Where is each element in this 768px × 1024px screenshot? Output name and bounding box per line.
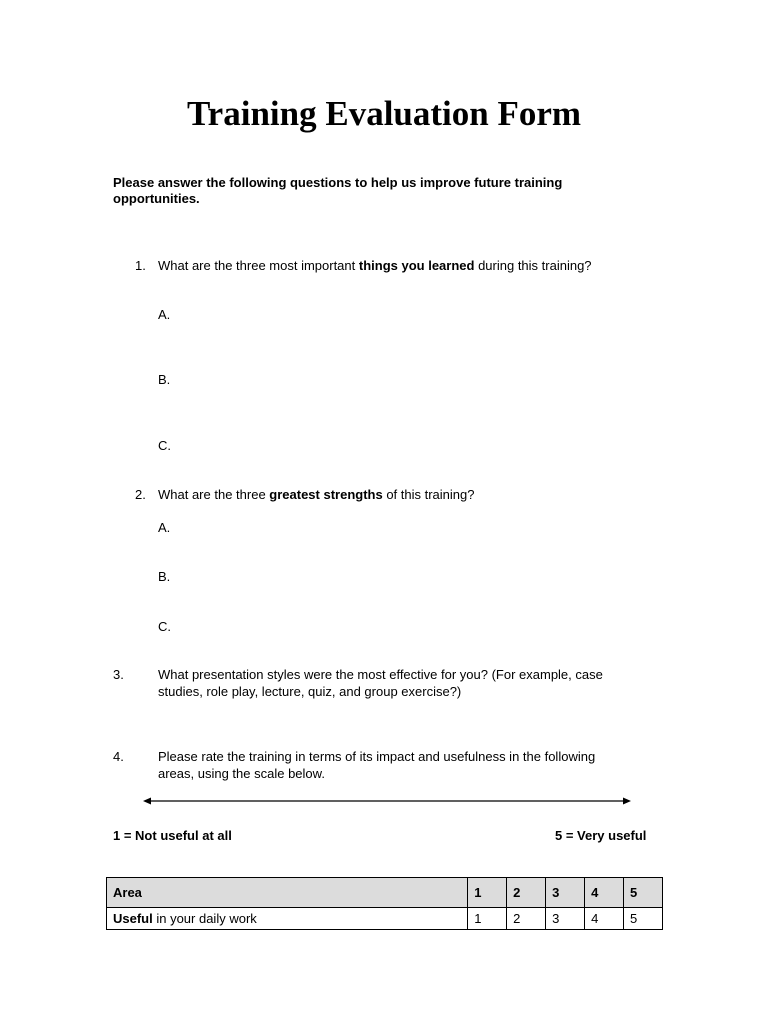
question-4-text <box>158 748 678 782</box>
question-1-option-b: B. <box>158 372 171 387</box>
rating-option-2[interactable]: 2 <box>507 908 546 930</box>
rating-option-4[interactable]: 4 <box>585 908 624 930</box>
header-4: 4 <box>585 878 624 908</box>
row-area-label: Useful in your daily work <box>107 908 468 930</box>
question-4-number: 4. <box>113 749 124 764</box>
rating-option-3[interactable]: 3 <box>546 908 585 930</box>
scale-max-label: 5 = Very useful <box>555 828 647 843</box>
scale-arrow <box>143 793 631 809</box>
page-title: Training Evaluation Form <box>186 94 582 133</box>
table-header-row <box>107 878 663 908</box>
question-2-number: 2. <box>135 487 146 502</box>
question-3-text <box>158 666 678 700</box>
header-3: 3 <box>546 878 585 908</box>
question-2-option-a: A. <box>158 520 171 535</box>
header-1: 1 <box>468 878 507 908</box>
question-1-text: What are the three most important things you learned during this training? <box>158 258 592 273</box>
question-2-option-c: C. <box>158 619 171 634</box>
header-5: 5 <box>624 878 663 908</box>
question-4-line-2: areas, using the scale below. <box>158 766 325 781</box>
rating-table <box>106 877 663 930</box>
table-row <box>107 908 663 930</box>
question-2-option-b: B. <box>158 569 171 584</box>
question-3-line-1: What presentation styles were the most effective for you? (For example, case <box>158 667 603 682</box>
scale-min-label: 1 = Not useful at all <box>113 828 232 843</box>
rating-option-1[interactable]: 1 <box>468 908 507 930</box>
question-1-option-a: A. <box>158 307 171 322</box>
intro-text: Please answer the following questions to help us improve future training opportunities. <box>113 175 563 206</box>
question-1-number: 1. <box>135 258 146 273</box>
question-1-option-c: C. <box>158 438 171 453</box>
question-3-number: 3. <box>113 667 124 682</box>
question-2-text: What are the three greatest strengths of this training? <box>158 487 475 502</box>
question-4-line-1: Please rate the training in terms of its impact and usefulness in the following <box>158 749 596 764</box>
question-3-line-2: studies, role play, lecture, quiz, and group exercise?) <box>158 684 462 699</box>
header-2: 2 <box>507 878 546 908</box>
header-area: Area <box>107 878 468 908</box>
rating-option-5[interactable]: 5 <box>624 908 663 930</box>
